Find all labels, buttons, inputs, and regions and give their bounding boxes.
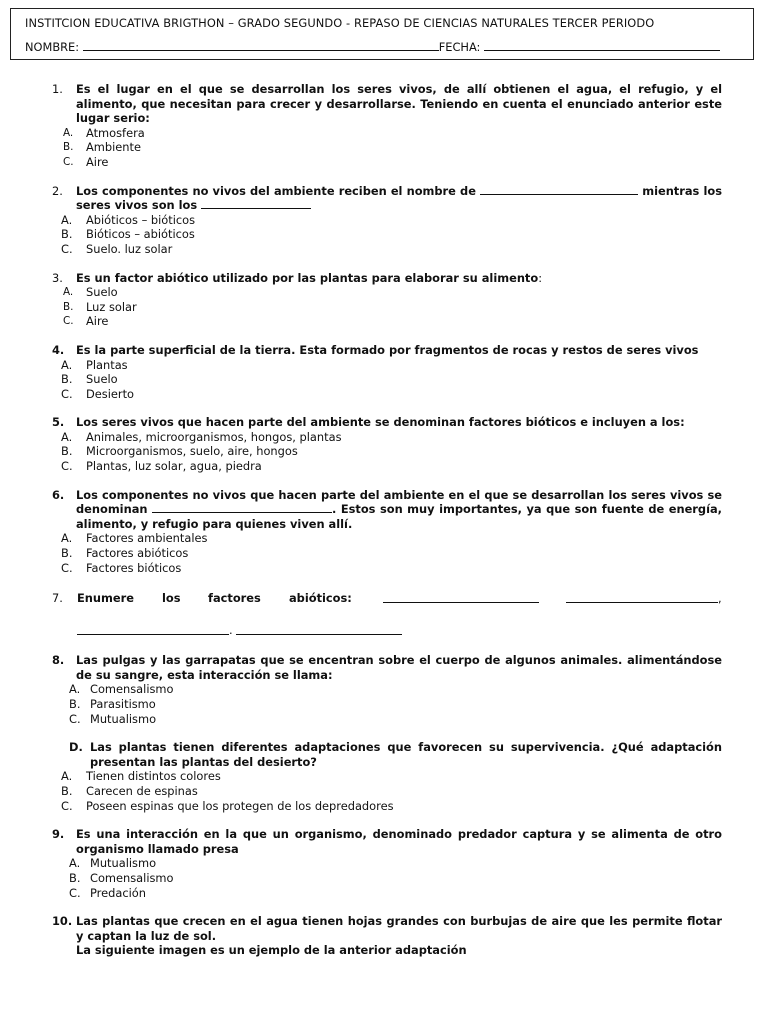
question-number: 3.	[52, 270, 63, 285]
option-c[interactable]: C. Desierto	[61, 386, 135, 401]
question-number: D.	[69, 740, 83, 755]
question-4	[0, 343, 768, 401]
question-text: 5. Los seres vivos que hacen parte del ambiente se denominan factores bióticos e incluyen a los:	[52, 415, 685, 430]
question-number: 7.	[52, 591, 63, 606]
question-number: 10.	[52, 914, 73, 929]
option-a[interactable]: A. Abióticos – bióticos	[61, 212, 196, 227]
answer-blank[interactable]	[152, 502, 332, 513]
nombre-field[interactable]	[83, 40, 439, 51]
option-a[interactable]: A. Atmosfera	[63, 125, 145, 140]
option-c[interactable]: C. Mutualismo	[69, 711, 157, 726]
question-2	[0, 184, 768, 257]
question-number: 9.	[52, 827, 65, 842]
question-10	[0, 914, 768, 958]
question-d	[0, 740, 768, 813]
option-c[interactable]: C. Factores bióticos	[61, 560, 182, 575]
question-9	[0, 827, 768, 900]
header-fields	[25, 40, 741, 54]
question-text: 3. Es un factor abiótico utilizado por las plantas para elaborar su alimento:	[52, 270, 543, 285]
question-3	[0, 271, 768, 329]
options-list	[0, 358, 768, 402]
options-list	[0, 856, 768, 900]
question-text: 9. Es una interacción en la que un organismo, denominado predador captura y se alimenta de otro organismo llamado presa	[52, 827, 722, 856]
option-b[interactable]: B. Parasitismo	[69, 697, 156, 711]
answer-row: .	[0, 623, 768, 639]
option-c[interactable]: C. Suelo. luz solar	[61, 241, 173, 256]
option-a[interactable]: A. Tienen distintos colores	[61, 769, 221, 784]
option-a[interactable]: A. Plantas	[61, 357, 128, 372]
question-text: 8. Las pulgas y las garrapatas que se encentran sobre el cuerpo de algunos animales. alimentándose de su sangre, esta interacción se llama:	[52, 653, 722, 682]
question-text: 4. Es la parte superficial de la tierra. Esta formado por fragmentos de rocas y restos de seres vivos	[52, 342, 699, 357]
answer-blank[interactable]	[480, 184, 638, 195]
options-list	[0, 213, 768, 257]
answer-blank[interactable]	[236, 624, 402, 635]
options-list	[0, 682, 768, 726]
option-b[interactable]: B. Comensalismo	[69, 870, 174, 885]
question-1	[0, 82, 768, 170]
question-text: D. Las plantas tienen diferentes adaptaciones que favorecen su supervivencia. ¿Qué adaptación presentan las plantas del desierto?	[69, 740, 722, 769]
question-number: 5.	[52, 415, 65, 430]
option-b[interactable]: B. Carecen de espinas	[61, 783, 198, 798]
question-8	[0, 653, 768, 726]
question-number: 1.	[52, 82, 63, 96]
option-a[interactable]: A. Comensalismo	[69, 682, 174, 697]
question-text: 7. Enumere los factores abióticos: ,	[52, 591, 722, 606]
question-number: 6.	[52, 487, 65, 502]
option-b[interactable]: B. Suelo	[61, 372, 118, 387]
option-a[interactable]: A. Mutualismo	[69, 856, 157, 871]
options-list	[0, 285, 768, 329]
answer-blank[interactable]	[77, 624, 229, 635]
options-list	[0, 769, 768, 813]
header-title: INSTITCION EDUCATIVA BRIGTHON – GRADO SEGUNDO - REPASO DE CIENCIAS NATURALES TERCER PERIODO	[25, 16, 655, 30]
option-b[interactable]: B. Bióticos – abióticos	[61, 227, 195, 242]
question-7	[0, 591, 768, 639]
options-list	[0, 126, 768, 170]
worksheet-header	[10, 8, 754, 60]
option-b[interactable]: B. Microorganismos, suelo, aire, hongos	[61, 444, 298, 459]
question-number: 8.	[52, 653, 65, 668]
option-a[interactable]: A. Suelo	[63, 285, 118, 300]
option-c[interactable]: C. Plantas, luz solar, agua, piedra	[61, 459, 262, 474]
question-number: 4.	[52, 342, 65, 357]
question-subtext: La siguiente imagen es un ejemplo de la anterior adaptación	[76, 943, 467, 958]
option-a[interactable]: A. Factores ambientales	[61, 531, 208, 546]
question-text: 2. Los componentes no vivos del ambiente reciben el nombre de mientras los seres vivos son los	[52, 183, 722, 213]
option-a[interactable]: A. Animales, microorganismos, hongos, plantas	[61, 429, 342, 444]
nombre-label: NOMBRE:	[25, 40, 80, 54]
option-b[interactable]: B. Ambiente	[63, 140, 141, 155]
question-text: 10. Las plantas que crecen en el agua tienen hojas grandes con burbujas de aire que les permite flotar y captan la luz de sol.	[52, 914, 722, 943]
question-text: 6. Los componentes no vivos que hacen parte del ambiente en el que se desarrollan los seres vivos se denominan . Estos son muy importantes, ya que son fuente de energía, alimento, y refugio para quienes viven allí.	[52, 487, 722, 531]
option-c[interactable]: C. Poseen espinas que los protegen de los depredadores	[61, 798, 394, 813]
answer-blank[interactable]	[566, 592, 718, 603]
answer-blank[interactable]	[383, 592, 539, 603]
fecha-field[interactable]	[484, 40, 720, 51]
answer-blank[interactable]	[201, 198, 311, 209]
question-text: 1. Es el lugar en el que se desarrollan los seres vivos, de allí obtienen el agua, el refugio, y el alimento, que necesitan para crecer y desarrollarse. Teniendo en cuenta el enunciado anterior este lugar serio:	[52, 82, 722, 126]
questions-list	[0, 82, 768, 958]
option-b[interactable]: B. Luz solar	[63, 299, 137, 314]
question-number: 2.	[52, 183, 63, 198]
option-b[interactable]: B. Factores abióticos	[61, 546, 189, 561]
question-5	[0, 415, 768, 473]
option-c[interactable]: C. Aire	[63, 314, 109, 329]
options-list	[0, 430, 768, 474]
question-6	[0, 488, 768, 576]
option-c[interactable]: C. Predación	[69, 885, 146, 900]
options-list	[0, 531, 768, 575]
fecha-label: FECHA:	[438, 40, 481, 54]
option-c[interactable]: C. Aire	[63, 154, 109, 169]
